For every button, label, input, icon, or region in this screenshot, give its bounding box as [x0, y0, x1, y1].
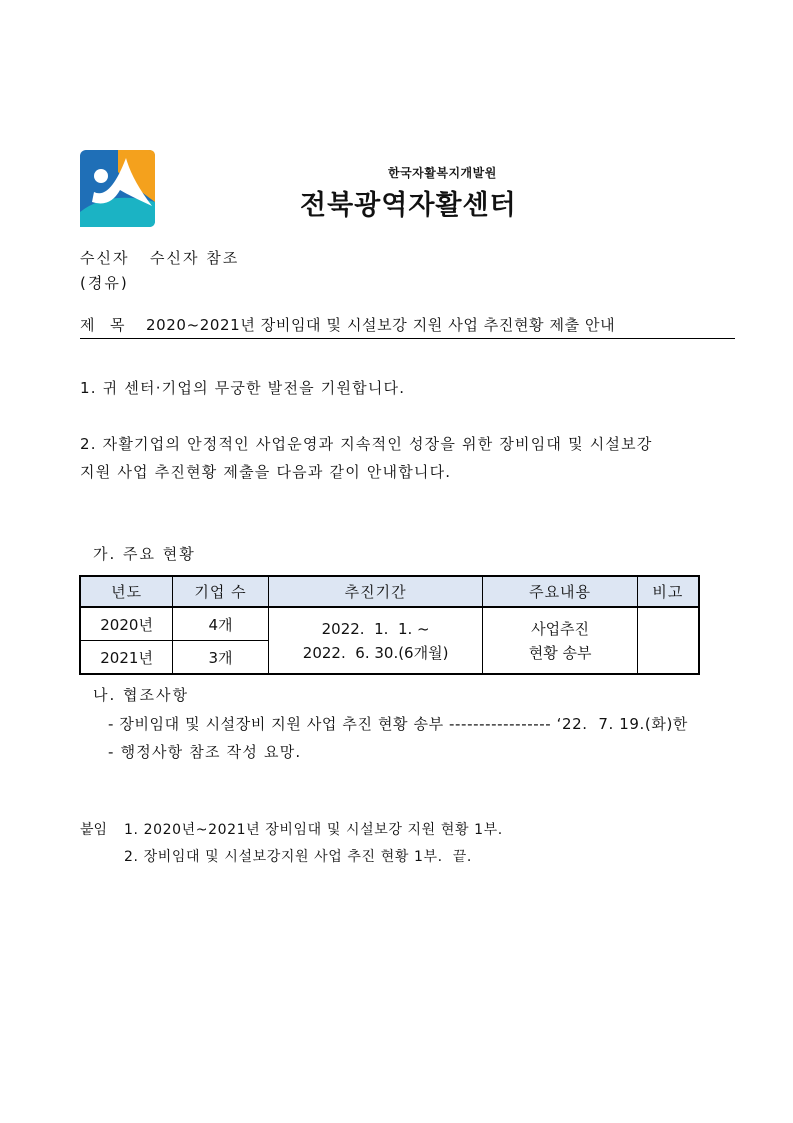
subject-text: 2020~2021년 장비임대 및 시설보강 지원 사업 추진현황 제출 안내 — [146, 316, 616, 334]
subject-label: 제 목 — [80, 316, 127, 334]
organization-name: 전북광역자활센터 — [300, 190, 517, 221]
cooperation-item-2: - 행정사항 참조 작성 요망. — [108, 743, 302, 761]
body-paragraph-2-line-1: 2. 자활기업의 안정적인 사업운영과 지속적인 성장을 위한 장비임대 및 시설보강 — [80, 435, 653, 453]
status-table — [79, 575, 700, 675]
cell-content — [483, 607, 637, 674]
content-line-2: 현황 송부 — [528, 643, 592, 662]
organization-subtitle: 한국자활복지개발원 — [388, 166, 497, 180]
subject-row — [80, 314, 735, 339]
period-line-1: 2022. 1. 1. ~ — [321, 619, 430, 638]
cell-period — [268, 607, 483, 674]
cell-note — [637, 607, 699, 674]
cell-count: 4개 — [173, 607, 269, 641]
content-line-1: 사업추진 — [531, 619, 590, 638]
table-header-row — [80, 576, 699, 607]
table-row — [80, 607, 699, 641]
cell-count: 3개 — [173, 641, 269, 675]
header-content: 주요내용 — [483, 576, 637, 607]
body-paragraph-2-line-2: 지원 사업 추진현황 제출을 다음과 같이 안내합니다. — [80, 463, 452, 481]
section-b-title: 나. 협조사항 — [93, 686, 189, 704]
recipient-label: 수신자 — [80, 249, 130, 267]
cell-year: 2020년 — [80, 607, 173, 641]
section-a-title: 가. 주요 현황 — [93, 545, 196, 563]
header-company-count: 기업 수 — [173, 576, 269, 607]
attachment-label: 붙임 — [80, 822, 108, 838]
logo-head-shape — [94, 169, 108, 183]
attachment-item-2: 2. 장비임대 및 시설보강지원 사업 추진 현황 1부. 끝. — [124, 849, 472, 865]
body-paragraph-1: 1. 귀 센터·기업의 무궁한 발전을 기원합니다. — [80, 379, 406, 397]
cell-year: 2021년 — [80, 641, 173, 675]
organization-logo — [80, 150, 155, 227]
recipient-value: 수신자 참조 — [150, 249, 240, 267]
header-period: 추진기간 — [268, 576, 483, 607]
attachment-item-1: 1. 2020년~2021년 장비임대 및 시설보강 지원 현황 1부. — [124, 822, 503, 838]
via-label: (경유) — [80, 274, 129, 292]
header-note: 비고 — [637, 576, 699, 607]
cooperation-item-1: - 장비임대 및 시설장비 지원 사업 추진 현황 송부 ----------------- ‘22. 7. 19.(화)한 — [108, 715, 688, 733]
header-year: 년도 — [80, 576, 173, 607]
period-line-2: 2022. 6. 30.(6개월) — [302, 643, 449, 662]
